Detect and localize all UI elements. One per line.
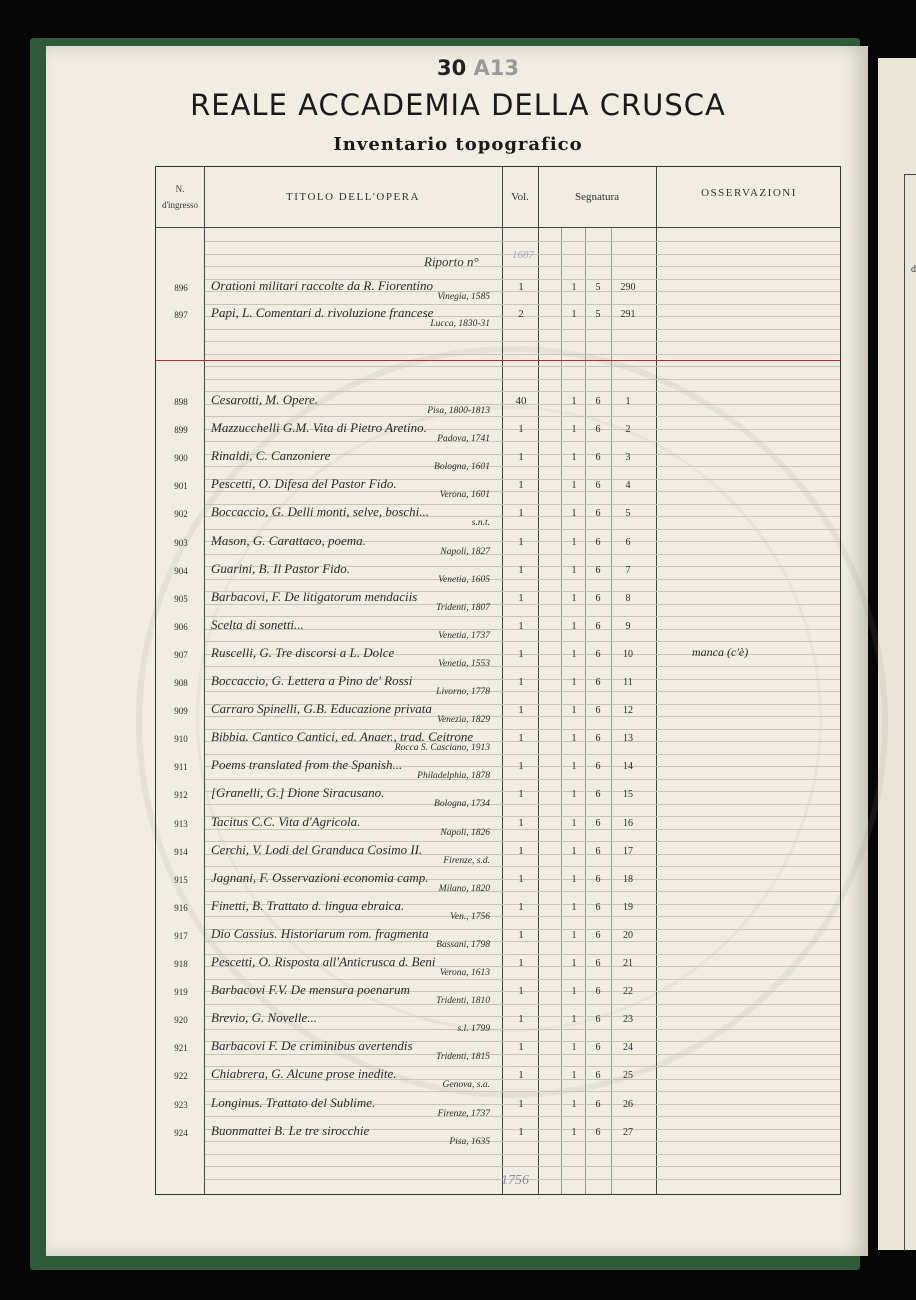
- entry-title: Pescetti, O. Risposta all'Anticrusca d. Beni: [211, 954, 436, 969]
- shelfmark-part-3: 13: [623, 733, 633, 745]
- shelf-mark: [437, 56, 519, 80]
- table-row: [156, 559, 840, 587]
- page-title: REALE ACCADEMIA DELLA CRUSCA: [190, 88, 726, 122]
- entry-number: 917: [174, 930, 188, 941]
- shelfmark-part-1: 1: [571, 592, 577, 604]
- page-total: 1756: [501, 1173, 529, 1188]
- entry-number: 921: [174, 1043, 188, 1054]
- entry-number: 924: [174, 1127, 188, 1138]
- ruled-line: [205, 341, 840, 342]
- entry-imprint: Bologna, 1601: [434, 462, 490, 473]
- table-row: [156, 783, 840, 811]
- entry-number: 898: [174, 397, 188, 407]
- entry-imprint: Bassani, 1798: [436, 939, 490, 950]
- shelfmark-part-2: 6: [595, 789, 601, 801]
- shelfmark-part-3: 14: [623, 761, 633, 773]
- entry-title: [Granelli, G.] Dione Siracusano.: [211, 785, 385, 801]
- entry-title: Boccaccio, G. Lettera a Pino de' Rossi: [211, 673, 413, 688]
- shelfmark-part-1: 1: [571, 309, 577, 320]
- column-header-number-line1: N.: [175, 184, 185, 194]
- shelfmark-part-1: 1: [571, 901, 577, 913]
- table-row: [156, 418, 840, 446]
- entry-number: 916: [174, 902, 188, 913]
- entry-title: Cesarotti, M. Opere.: [211, 392, 318, 407]
- entry-volumes: 1: [518, 985, 524, 998]
- entry-title: Boccaccio, G. Delli monti, selve, boschi...: [211, 504, 430, 520]
- entry-volumes: 1: [518, 647, 524, 660]
- shelfmark-part-1: 1: [571, 508, 577, 520]
- shelfmark-part-3: 12: [623, 705, 633, 717]
- shelfmark-part-3: 5: [625, 508, 631, 520]
- shelfmark-part-2: 6: [595, 761, 601, 773]
- shelfmark-part-1: 1: [571, 396, 577, 407]
- table-row: [156, 952, 840, 980]
- shelfmark-part-1: 1: [571, 929, 577, 941]
- shelfmark-part-3: 23: [623, 1014, 633, 1026]
- shelfmark-part-2: 6: [595, 1042, 601, 1054]
- shelfmark-part-1: 1: [571, 1098, 577, 1110]
- entry-volumes: 1: [518, 957, 524, 969]
- shelfmark-part-1: 1: [571, 1070, 577, 1082]
- entry-title: Ruscelli, G. Tre discorsi a L. Dolce: [211, 644, 395, 660]
- entry-number: 918: [174, 959, 188, 969]
- shelfmark-part-3: 3: [625, 452, 631, 464]
- table-row: [156, 446, 840, 474]
- shelfmark-part-2: 6: [595, 845, 601, 857]
- entry-imprint: Venetia, 1553: [438, 658, 490, 669]
- shelfmark-part-1: 1: [571, 677, 577, 688]
- entry-number: 903: [174, 537, 188, 548]
- entry-title: Orationi militari raccolte da R. Fiorentino: [211, 278, 433, 293]
- shelfmark-part-3: 8: [625, 592, 631, 604]
- entry-imprint: Venetia, 1605: [438, 574, 490, 585]
- shelfmark-part-3: 4: [625, 480, 631, 492]
- entry-volumes: 1: [518, 872, 524, 885]
- table-row: [156, 868, 840, 896]
- entry-imprint: Padova, 1741: [437, 434, 490, 445]
- shelfmark-part-3: 7: [625, 564, 631, 576]
- entry-volumes: 1: [518, 760, 524, 773]
- entry-volumes: 1: [518, 732, 524, 745]
- shelfmark-part-3: 15: [623, 789, 633, 801]
- inventory-table: [155, 166, 841, 1195]
- entry-number: 902: [174, 509, 188, 520]
- shelfmark-part-2: 6: [595, 508, 601, 520]
- shelfmark-part-3: 20: [623, 929, 633, 941]
- entry-volumes: 40: [515, 395, 527, 407]
- table-row: [156, 896, 840, 924]
- shelfmark-part-2: 6: [595, 396, 601, 407]
- entry-title: Barbacovi F.V. De mensura poenarum: [211, 982, 410, 998]
- shelfmark-part-1: 1: [571, 986, 577, 998]
- entry-title: Longinus. Trattato del Sublime.: [211, 1094, 376, 1110]
- entry-number: 908: [174, 678, 188, 688]
- entry-number: 922: [174, 1071, 188, 1082]
- entry-volumes: 1: [518, 788, 524, 801]
- entry-volumes: 1: [518, 479, 524, 492]
- table-row: [156, 1064, 840, 1092]
- shelfmark-part-3: 17: [623, 845, 633, 857]
- table-row: [156, 1121, 840, 1149]
- entry-title: Poems translated from the Spanish...: [211, 757, 403, 773]
- entry-title: Tacitus C.C. Vita d'Agricola.: [211, 813, 361, 829]
- shelfmark-part-1: 1: [571, 564, 577, 576]
- entry-volumes: 1: [518, 1041, 524, 1054]
- shelfmark-part-3: 18: [623, 873, 633, 885]
- table-row: [156, 699, 840, 727]
- next-page-edge: [878, 58, 916, 1250]
- shelfmark-part-3: 27: [623, 1126, 633, 1138]
- next-page-fragment: d: [911, 264, 916, 275]
- shelfmark-part-1: 1: [571, 845, 577, 857]
- entry-volumes: 2: [518, 308, 524, 320]
- shelfmark-part-1: 1: [571, 1014, 577, 1026]
- table-row: [156, 671, 840, 699]
- entry-number: 907: [174, 649, 188, 660]
- entry-volumes: 1: [518, 844, 524, 857]
- shelfmark-part-2: 6: [595, 677, 601, 688]
- entry-title: Guarini, B. Il Pastor Fido.: [211, 560, 351, 576]
- shelfmark-part-1: 1: [571, 873, 577, 885]
- shelfmark-part-3: 290: [620, 282, 636, 293]
- entry-imprint: Verona, 1613: [439, 968, 490, 978]
- table-row: [156, 727, 840, 755]
- entry-number: 923: [174, 1099, 188, 1110]
- entry-volumes: 1: [518, 619, 524, 632]
- shelfmark-part-3: 26: [623, 1098, 633, 1110]
- ruled-line: [205, 241, 840, 242]
- ruled-line: [205, 366, 840, 367]
- shelfmark-part-2: 6: [595, 733, 601, 745]
- table-row: [156, 615, 840, 643]
- header-divider: [156, 227, 840, 228]
- table-row: [156, 1008, 840, 1036]
- entry-title: Jagnani, F. Osservazioni economia camp.: [211, 869, 429, 885]
- shelfmark-part-1: 1: [571, 480, 577, 492]
- ruled-line: [205, 1154, 840, 1155]
- entry-number: 905: [174, 593, 188, 604]
- table-row: [156, 587, 840, 615]
- shelfmark-part-3: 25: [623, 1070, 633, 1082]
- shelfmark-part-3: 9: [625, 620, 631, 632]
- shelfmark-part-2: 6: [595, 424, 601, 436]
- entry-imprint: Tridenti, 1807: [436, 602, 490, 613]
- shelfmark-part-2: 6: [595, 705, 601, 717]
- shelfmark-part-1: 1: [571, 761, 577, 773]
- entry-number: 914: [174, 846, 188, 857]
- entry-volumes: 1: [518, 423, 524, 436]
- entry-title: Scelta di sonetti...: [211, 616, 304, 632]
- shelfmark-part-1: 1: [571, 424, 577, 436]
- column-header-number-line2: d'ingresso: [161, 200, 199, 210]
- entry-title: Carraro Spinelli, G.B. Educazione privata: [211, 701, 432, 717]
- shelfmark-part-1: 1: [571, 817, 577, 829]
- entry-title: Chiabrera, G. Alcune prose inedite.: [211, 1066, 397, 1082]
- shelfmark-part-2: 5: [595, 282, 601, 293]
- table-row: [156, 276, 840, 304]
- carried-forward-value: 1687: [512, 249, 534, 261]
- entry-title: Barbacovi F. De criminibus avertendis: [211, 1038, 413, 1054]
- entry-imprint: s.n.t.: [471, 518, 490, 529]
- shelfmark-part-3: 11: [623, 677, 633, 688]
- shelfmark-part-1: 1: [571, 789, 577, 801]
- entry-number: 913: [174, 818, 188, 829]
- entry-title: Dio Cassius. Historiarum rom. fragmenta: [211, 925, 429, 941]
- shelfmark-part-3: 1: [625, 396, 631, 407]
- entry-number: 910: [174, 734, 188, 745]
- shelfmark-part-1: 1: [571, 705, 577, 717]
- shelfmark-part-2: 6: [595, 536, 601, 548]
- entry-volumes: 1: [518, 928, 524, 941]
- shelfmark-part-3: 24: [623, 1042, 633, 1054]
- shelfmark-part-3: 2: [625, 424, 631, 436]
- entry-imprint: Pisa, 1800-1813: [427, 406, 490, 416]
- table-row: [156, 643, 840, 671]
- shelf-mark-number: 30: [437, 56, 467, 80]
- shelfmark-part-3: 291: [620, 309, 636, 320]
- entry-title: Rinaldi, C. Canzoniere: [211, 448, 331, 464]
- table-row: [156, 755, 840, 783]
- entry-imprint: Ven., 1756: [450, 911, 490, 922]
- entry-number: 915: [174, 874, 188, 885]
- entry-volumes: 1: [518, 676, 524, 688]
- shelfmark-part-2: 6: [595, 873, 601, 885]
- shelfmark-part-1: 1: [571, 1042, 577, 1054]
- entry-volumes: 1: [518, 1013, 524, 1026]
- table-row: [156, 812, 840, 840]
- entry-imprint: Pisa, 1635: [449, 1136, 490, 1147]
- shelfmark-part-2: 6: [595, 817, 601, 829]
- ruled-line: [205, 354, 840, 355]
- entry-observation: manca (c'è): [692, 644, 749, 659]
- entry-imprint: Tridenti, 1810: [436, 996, 490, 1007]
- shelfmark-part-2: 6: [595, 901, 601, 913]
- shelfmark-part-2: 6: [595, 452, 601, 464]
- shelfmark-part-2: 6: [595, 1070, 601, 1082]
- column-header-vol: Vol.: [511, 191, 529, 203]
- table-row: [156, 1036, 840, 1064]
- shelf-mark-faded: A13: [473, 56, 520, 80]
- page-subtitle: Inventario topografico: [333, 134, 583, 155]
- next-page-table-edge: [904, 174, 916, 1251]
- ruled-line: [205, 1166, 840, 1167]
- entry-imprint: Firenze, 1737: [437, 1108, 490, 1119]
- entry-title: Papi, L. Comentari d. rivoluzione francese: [211, 305, 434, 320]
- entry-number: 909: [174, 706, 188, 717]
- red-separator: [156, 360, 840, 361]
- table-row: [156, 390, 840, 418]
- shelfmark-part-2: 6: [595, 958, 601, 969]
- shelfmark-part-1: 1: [571, 620, 577, 632]
- shelfmark-part-3: 16: [623, 817, 633, 829]
- table-row: [156, 303, 840, 331]
- entry-volumes: 1: [518, 900, 524, 913]
- column-header-segnatura: Segnatura: [575, 191, 619, 203]
- entry-volumes: 1: [518, 1069, 524, 1082]
- entry-imprint: Venetia, 1737: [438, 630, 490, 641]
- entry-number: 912: [174, 790, 188, 801]
- column-header-observations: OSSERVAZIONI: [701, 187, 797, 199]
- shelfmark-part-1: 1: [571, 452, 577, 464]
- entry-volumes: 1: [518, 591, 524, 604]
- shelfmark-part-2: 5: [595, 309, 601, 320]
- shelfmark-part-1: 1: [571, 958, 577, 969]
- ruled-line: [205, 379, 840, 380]
- entry-number: 900: [174, 453, 188, 464]
- entry-title: Pescetti, O. Difesa del Pastor Fido.: [211, 476, 397, 492]
- shelfmark-part-1: 1: [571, 648, 577, 660]
- entry-volumes: 1: [518, 1125, 524, 1138]
- entry-imprint: Napoli, 1827: [440, 546, 490, 557]
- table-row: [156, 980, 840, 1008]
- entry-imprint: Vinegia, 1585: [437, 292, 490, 302]
- entry-imprint: Livorno, 1778: [436, 687, 490, 697]
- shelfmark-part-1: 1: [571, 282, 577, 293]
- shelfmark-part-2: 6: [595, 1126, 601, 1138]
- table-row: [156, 531, 840, 559]
- entry-title: Cerchi, V. Lodi del Granduca Cosimo II.: [211, 841, 423, 857]
- shelfmark-part-2: 6: [595, 648, 601, 660]
- entry-imprint: Verona, 1601: [439, 490, 490, 501]
- entry-number: 904: [174, 565, 188, 576]
- shelfmark-part-3: 10: [623, 648, 633, 660]
- entry-number: 906: [174, 621, 188, 632]
- entry-number: 920: [174, 1015, 188, 1026]
- entry-imprint: Philadelphia, 1878: [417, 771, 490, 782]
- entry-title: Buonmattei B. Le tre sirocchie: [211, 1122, 370, 1138]
- table-row: [156, 840, 840, 868]
- shelfmark-part-1: 1: [571, 733, 577, 745]
- shelfmark-part-2: 6: [595, 1014, 601, 1026]
- entry-title: Brevio, G. Novelle...: [211, 1010, 318, 1026]
- entry-imprint: Lucca, 1830-31: [430, 319, 490, 329]
- entry-number: 901: [174, 481, 188, 492]
- entry-imprint: Bologna, 1734: [434, 799, 490, 810]
- shelfmark-part-2: 6: [595, 480, 601, 492]
- entry-imprint: Milano, 1820: [438, 883, 490, 894]
- entry-imprint: Tridenti, 1815: [436, 1052, 490, 1063]
- shelfmark-part-2: 6: [595, 592, 601, 604]
- entry-imprint: s.l. 1799: [457, 1024, 490, 1035]
- shelfmark-part-2: 6: [595, 1098, 601, 1110]
- table-row: [156, 1093, 840, 1121]
- entry-title: Bibbia. Cantico Cantici, ed. Anaer., trad. Ceitrone: [211, 729, 474, 745]
- shelfmark-part-1: 1: [571, 536, 577, 548]
- entry-volumes: 1: [518, 563, 524, 576]
- carried-forward-label: Riporto n°: [424, 254, 479, 269]
- entry-volumes: 1: [518, 507, 524, 520]
- entry-volumes: 1: [518, 535, 524, 548]
- entry-imprint: Napoli, 1826: [440, 827, 490, 838]
- entry-title: Mason, G. Carattaco, poema.: [211, 532, 366, 548]
- entry-title: Finetti, B. Trattato d. lingua ebraica.: [211, 897, 405, 913]
- shelfmark-part-2: 6: [595, 929, 601, 941]
- entry-volumes: 1: [518, 451, 524, 464]
- entry-imprint: Genova, s.a.: [442, 1080, 490, 1091]
- shelfmark-part-1: 1: [571, 1126, 577, 1138]
- entry-imprint: Rocca S. Casciano, 1913: [394, 743, 490, 754]
- entry-volumes: 1: [518, 281, 524, 293]
- shelfmark-part-2: 6: [595, 986, 601, 998]
- shelfmark-part-2: 6: [595, 564, 601, 576]
- entry-imprint: Venezia, 1829: [437, 715, 490, 726]
- column-header-title: TITOLO DELL'OPERA: [286, 191, 420, 203]
- shelfmark-part-2: 6: [595, 620, 601, 632]
- entry-title: Mazzucchelli G.M. Vita di Pietro Aretino.: [211, 420, 427, 436]
- entry-volumes: 1: [518, 816, 524, 829]
- entry-number: 899: [174, 425, 188, 436]
- entry-volumes: 1: [518, 1097, 524, 1110]
- shelfmark-part-3: 21: [623, 958, 633, 969]
- table-row: [156, 502, 840, 530]
- entry-title: Barbacovi, F. De litigatorum mendaciis: [211, 588, 418, 604]
- entry-number: 897: [174, 310, 188, 320]
- ruled-line: [205, 266, 840, 267]
- entry-number: 919: [174, 987, 188, 998]
- entry-imprint: Firenze, s.d.: [443, 855, 490, 866]
- entry-number: 911: [174, 762, 188, 773]
- shelfmark-part-3: 22: [623, 986, 633, 998]
- shelfmark-part-3: 19: [623, 901, 633, 913]
- table-row: [156, 474, 840, 502]
- column-header-number: [156, 167, 204, 227]
- table-row: [156, 924, 840, 952]
- entry-volumes: 1: [518, 704, 524, 717]
- entry-number: 896: [174, 283, 188, 293]
- shelfmark-part-3: 6: [625, 536, 631, 548]
